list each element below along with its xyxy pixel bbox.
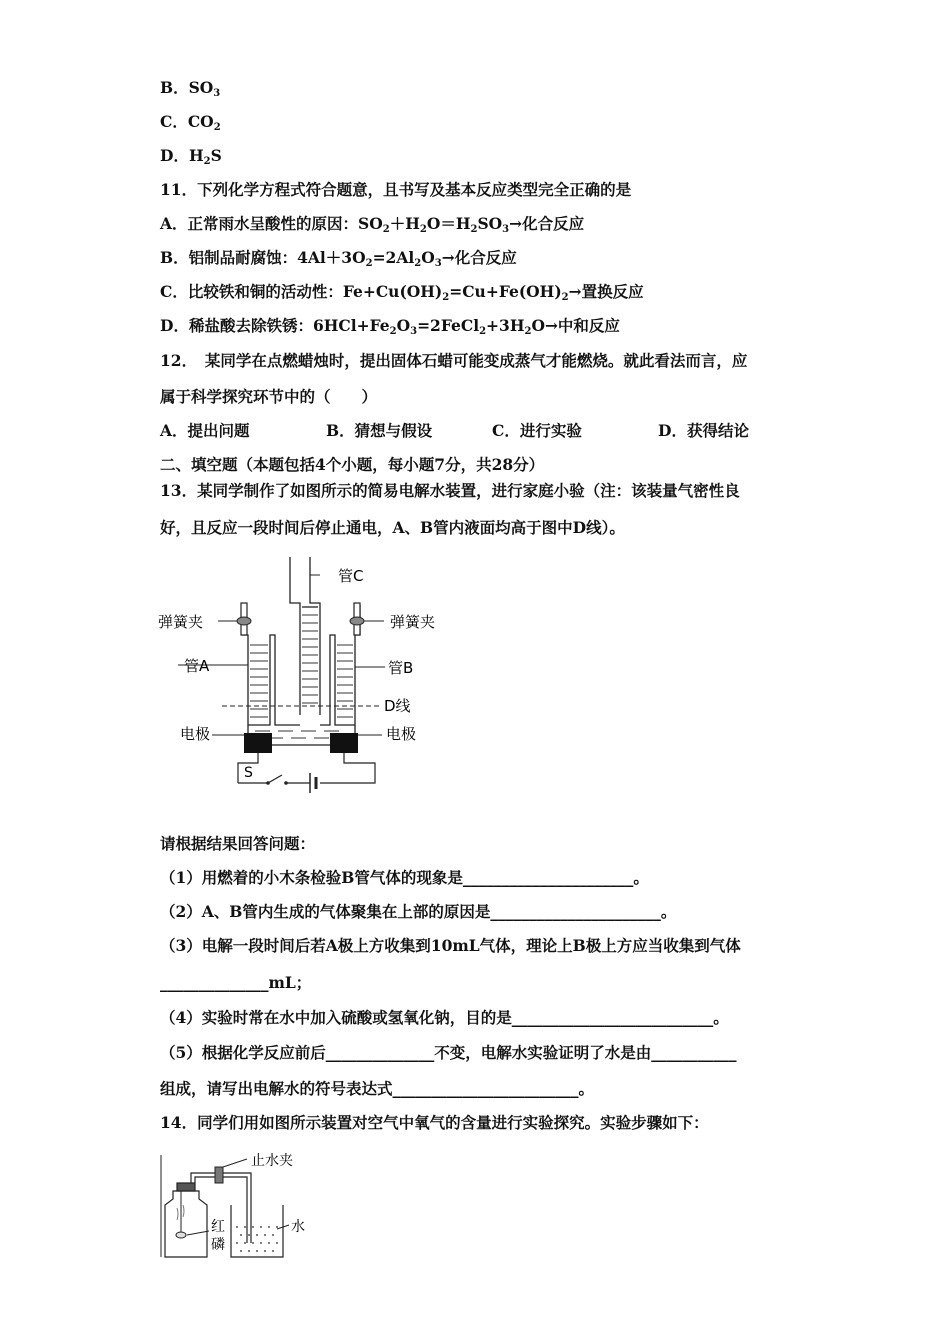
water-clamp — [215, 1159, 247, 1183]
q10-option-c: C．$CO_2$ — [160, 112, 221, 133]
label-phosphorus: 磷 — [211, 1237, 225, 1253]
label-tube-c: 管C — [338, 567, 364, 585]
label-switch: S — [244, 765, 253, 781]
label-clamp: 止水夹 — [251, 1153, 293, 1169]
q11-option-c: C．比较铁和铜的活动性：$Fe+Cu(OH)_2=Cu+Fe(OH)_2\to$置换反应 — [160, 282, 644, 303]
q13-part-3a: （3）电解一段时间后若A极上方收集到10mL气体，理论上B极上方应当收集到气体 — [160, 936, 741, 955]
q13-part-5a: （5）根据化学反应前后______________不变，电解水实验证明了水是由___________ — [160, 1043, 737, 1062]
q13-line1: 13．某同学制作了如图所示的简易电解水装置，进行家庭小验（注：该装量气密性良 — [160, 481, 740, 500]
label-clip-left: 弹簧夹 — [158, 613, 204, 631]
electrode-left-block — [244, 733, 272, 753]
q10-option-b: B．$SO_3$ — [160, 78, 221, 99]
q12-option-b: B．猜想与假设 — [326, 421, 433, 440]
q13-prompt: 请根据结果回答问题： — [160, 834, 316, 853]
beaker — [231, 1205, 283, 1257]
flask — [165, 1183, 207, 1257]
q13-part-1: （1）用燃着的小木条检验B管气体的现象是______________________。 — [160, 868, 649, 887]
label-electrode-right: 电极 — [386, 725, 417, 743]
section-heading: 二、填空题（本题包括4个小题，每小题7分，共28分） — [160, 455, 545, 474]
q12-option-d: D．获得结论 — [658, 421, 749, 440]
oxygen-figure — [155, 1145, 345, 1265]
q12-option-a: A．提出问题 — [160, 421, 250, 440]
q11-option-b: B．铝制品耐腐蚀：$4Al+3O_2=2Al_2O_3\to$化合反应 — [160, 248, 517, 269]
q12-line1: 12． 某同学在点燃蜡烛时，提出固体石蜡可能变成蒸气才能燃烧。就此看法而言，应 — [160, 351, 748, 370]
q13-line2: 好，且反应一段时间后停止通电，A、B管内液面均高于图中D线）。 — [160, 518, 625, 537]
q11-option-a: A．正常雨水呈酸性的原因：$SO_2+H_2O=H_2SO_3\to$化合反应 — [160, 214, 585, 235]
label-tube-a: 管A — [184, 657, 210, 675]
spring-clip-left — [218, 617, 251, 625]
q12-option-c: C．进行实验 — [492, 421, 582, 440]
q13-part-4: （4）实验时常在水中加入硫酸或氢氧化钠，目的是__________________________。 — [160, 1008, 729, 1027]
label-red: 红 — [211, 1219, 225, 1235]
q11-option-d: D．稀盐酸去除铁锈：$6HCl+Fe_2O_3=2FeCl_2+3H_2O\to$中和反应 — [160, 316, 620, 337]
label-water: 水 — [291, 1219, 305, 1235]
q13-part-2: （2）A、B管内生成的气体聚集在上部的原因是______________________。 — [160, 902, 677, 921]
tube-c — [290, 557, 320, 715]
electrolysis-figure — [150, 555, 450, 800]
q10-option-d: D．$H_2S$ — [160, 146, 222, 167]
spring-clip-right — [350, 617, 384, 625]
q12-line2: 属于科学探究环节中的（ ） — [160, 387, 378, 406]
q13-part-3b: ______________mL； — [160, 973, 312, 992]
q11-stem: 11．下列化学方程式符合题意，且书写及基本反应类型完全正确的是 — [160, 180, 632, 199]
q13-part-5b: 组成，请写出电解水的符号表达式________________________。 — [160, 1079, 595, 1098]
label-electrode-left: 电极 — [180, 725, 211, 743]
q14-stem: 14．同学们用如图所示装置对空气中氧气的含量进行实验探究。实验步骤如下： — [160, 1113, 709, 1132]
circuit — [238, 753, 375, 793]
label-tube-b: 管B — [388, 659, 414, 677]
q12-options — [160, 421, 749, 441]
label-d-line: D线 — [384, 697, 411, 715]
electrode-right-block — [330, 733, 358, 753]
label-clip-right: 弹簧夹 — [390, 613, 436, 631]
